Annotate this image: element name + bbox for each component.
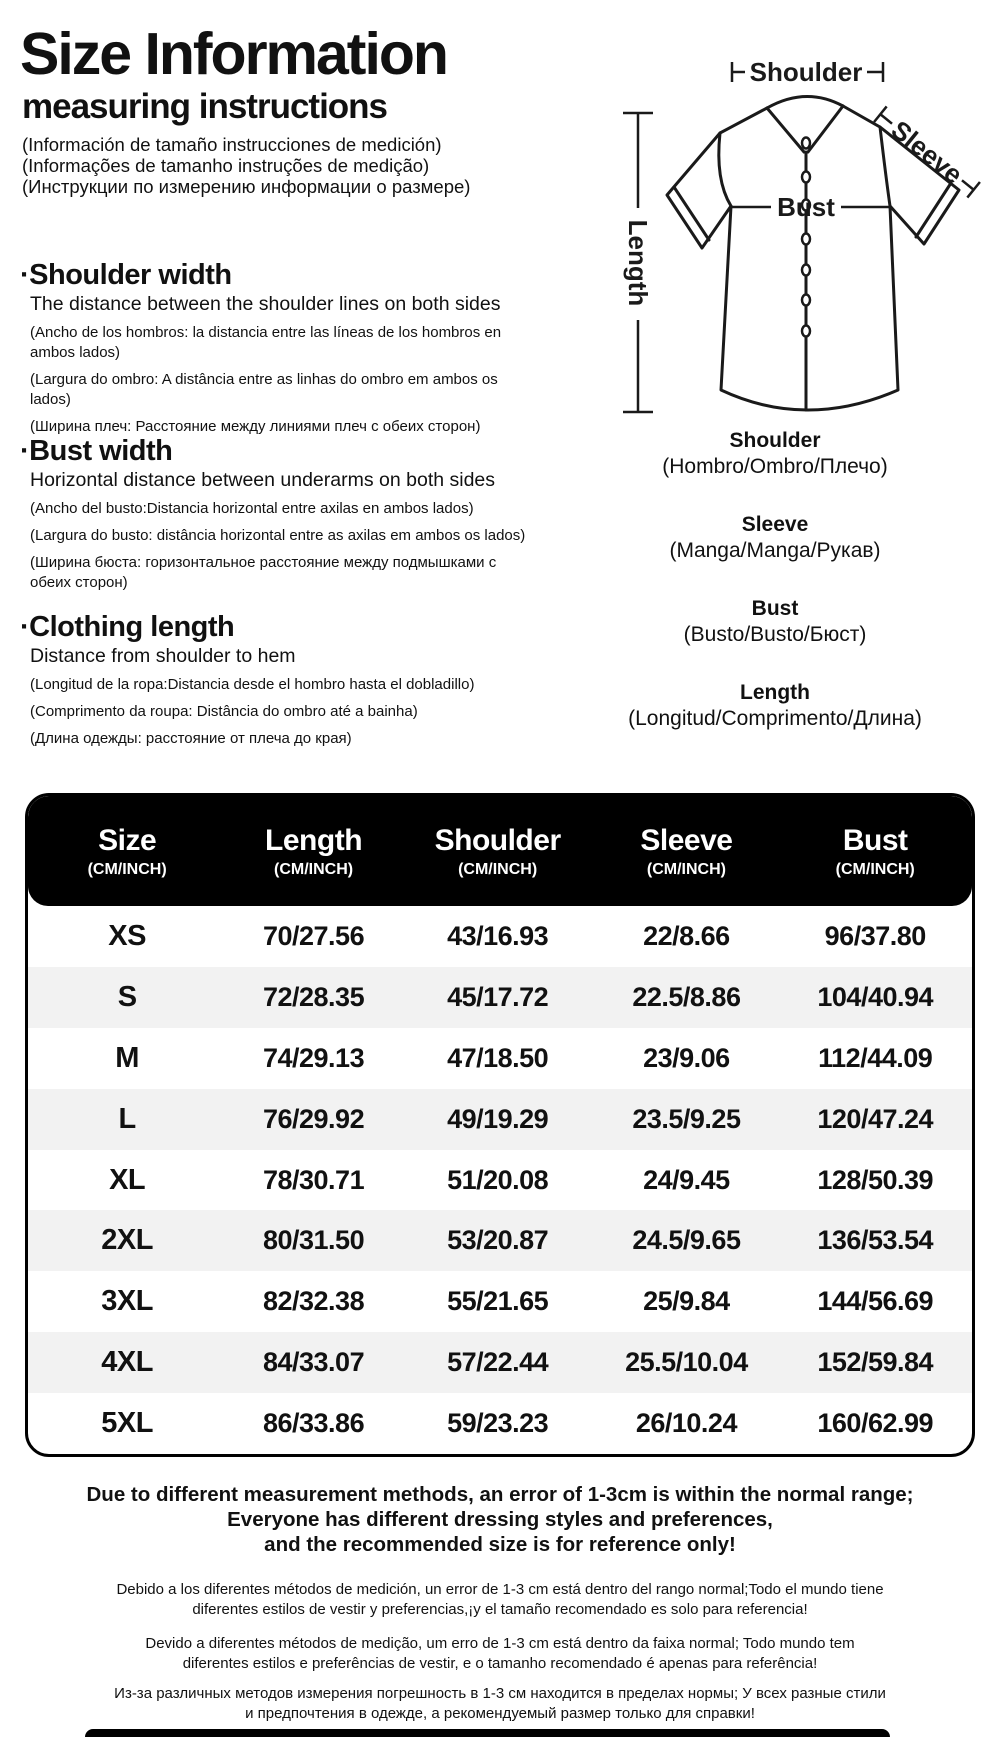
note-english-line: and the recommended size is for reference only! xyxy=(264,1533,736,1556)
legend-translation: (Busto/Busto/Бюст) xyxy=(683,623,867,646)
section-translation-ru: (Длина одежды: расстояние от плеча до края) xyxy=(30,730,352,748)
section-translation-pt: (Largura do busto: distância horizontal entre as axilas em ambos os lados) xyxy=(30,527,526,545)
sleeve-annotation-label: Sleeve xyxy=(885,114,969,190)
sleeve-cell: 26/10.24 xyxy=(635,1408,737,1439)
section-description: Horizontal distance between underarms on both sides xyxy=(30,469,496,492)
note-portuguese-line: diferentes estilos e preferências de vestir, e o tamanho recomendado é apenas para referência! xyxy=(182,1654,818,1672)
table-row xyxy=(28,906,972,967)
subtitle-translations xyxy=(20,134,565,197)
shoulder-cell: 57/22.44 xyxy=(447,1347,549,1378)
section-translation-pt: (Comprimento da roupa: Distância do ombro até a bainha) xyxy=(30,703,418,721)
note-spanish-line: diferentes estilos de vestir y preferencias,¡y el tamaño recomendado es solo para referencia! xyxy=(192,1600,808,1618)
subtitle-translation-pt: (Informações de tamanho instruções de medição) xyxy=(22,155,430,177)
section-bust-width xyxy=(20,436,548,600)
header-label: Length xyxy=(265,823,363,857)
bust-cell: 112/44.09 xyxy=(818,1042,933,1073)
bust-cell: 104/40.94 xyxy=(817,981,934,1012)
header-unit: (CM/INCH) xyxy=(458,860,538,878)
size-table-header xyxy=(28,796,972,906)
legend-translation: (Manga/Manga/Рукав) xyxy=(669,539,881,562)
size-table xyxy=(25,793,975,1457)
section-translation-pt: (Largura do ombro: A distância entre as linhas do ombro em ambos os lados) xyxy=(30,371,498,409)
note-spanish-line: Debido a los diferentes métodos de medición, un error de 1-3 cm está dentro del rango normal;Todo el mundo tiene xyxy=(116,1581,884,1598)
sleeve-cell: 23.5/9.25 xyxy=(632,1103,741,1134)
shoulder-cell: 59/23.23 xyxy=(447,1408,549,1439)
bust-cell: 136/53.54 xyxy=(817,1225,934,1256)
bust-annotation xyxy=(731,192,891,222)
table-row xyxy=(28,967,972,1028)
header-unit: (CM/INCH) xyxy=(87,860,167,878)
shoulder-cell: 45/17.72 xyxy=(447,981,549,1012)
legend-translation: (Longitud/Comprimento/Длина) xyxy=(628,707,922,730)
header-col-shoulder xyxy=(401,824,595,879)
page-title: Size Information xyxy=(20,21,447,87)
length-cell: 86/33.86 xyxy=(262,1408,365,1439)
length-cell: 82/32.38 xyxy=(262,1286,365,1317)
size-cell: 2XL xyxy=(101,1224,153,1257)
length-cell: 80/31.50 xyxy=(262,1225,365,1256)
header-col-bust xyxy=(778,824,972,879)
bust-cell: 152/59.84 xyxy=(817,1347,934,1378)
shoulder-annotation xyxy=(732,57,883,87)
table-row xyxy=(28,1150,972,1211)
shoulder-cell: 49/19.29 xyxy=(447,1103,549,1134)
section-description: The distance between the shoulder lines on both sides xyxy=(30,293,501,316)
size-cell: 4XL xyxy=(101,1346,153,1379)
size-cell: 5XL xyxy=(101,1407,153,1440)
shirt-diagram-svg xyxy=(555,40,995,420)
shirt-measurement-diagram xyxy=(555,40,995,420)
legend-translation: (Hombro/Ombro/Плечо) xyxy=(662,455,888,478)
cutoff-next-section-bar xyxy=(85,1729,890,1737)
shoulder-cell: 43/16.93 xyxy=(447,920,549,951)
note-russian-line: Из-за различных методов измерения погрешность в 1-3 см находится в пределах нормы; У всех разные стили xyxy=(114,1685,886,1702)
section-translation-ru: (Ширина плеч: Расстояние между линиями плеч с обеих сторон) xyxy=(30,418,481,436)
size-cell: XL xyxy=(109,1163,146,1196)
bust-cell: 144/56.69 xyxy=(817,1286,934,1317)
subtitle-translation-es: (Información de tamaño instrucciones de medición) xyxy=(22,134,442,156)
legend-item-length xyxy=(555,680,995,732)
header-label: Size xyxy=(98,823,157,857)
length-cell: 76/29.92 xyxy=(262,1103,365,1134)
note-spanish xyxy=(40,1580,960,1619)
table-row xyxy=(28,1393,972,1454)
header xyxy=(20,21,565,198)
bust-annotation-label: Bust xyxy=(777,192,835,222)
header-unit: (CM/INCH) xyxy=(274,860,354,878)
section-heading: ·Clothing length xyxy=(20,611,235,643)
header-unit: (CM/INCH) xyxy=(835,860,915,878)
sleeve-cell: 25.5/10.04 xyxy=(625,1347,748,1378)
sleeve-cell: 22.5/8.86 xyxy=(632,981,741,1012)
note-english xyxy=(0,1482,1000,1557)
section-translation-es: (Longitud de la ropa:Distancia desde el hombro hasta el dobladillo) xyxy=(30,676,475,694)
legend-item-shoulder xyxy=(555,428,995,480)
size-cell: 3XL xyxy=(101,1285,153,1318)
note-portuguese xyxy=(40,1634,960,1673)
table-row xyxy=(28,1332,972,1393)
note-english-line: Due to different measurement methods, an error of 1-3cm is within the normal range; xyxy=(86,1483,914,1506)
size-cell: M xyxy=(115,1041,139,1074)
sleeve-cell: 23/9.06 xyxy=(643,1042,730,1073)
length-annotation-label: Length xyxy=(623,219,653,307)
bust-cell: 128/50.39 xyxy=(817,1164,934,1195)
section-translation-es: (Ancho de los hombros: la distancia entre las líneas de los hombros en ambos lados) xyxy=(30,324,502,362)
header-col-sleeve xyxy=(594,824,778,879)
header-unit: (CM/INCH) xyxy=(646,860,726,878)
legend-term: Shoulder xyxy=(729,429,821,452)
size-table-body xyxy=(28,906,972,1454)
length-cell: 72/28.35 xyxy=(262,981,365,1012)
section-heading: ·Shoulder width xyxy=(20,259,232,291)
bust-cell: 96/37.80 xyxy=(824,920,926,951)
section-shoulder-width xyxy=(20,260,548,444)
note-russian-line: и предпочтения в одежде, а рекомендуемый размер только для справки! xyxy=(245,1704,755,1722)
sleeve-cell: 25/9.84 xyxy=(643,1286,730,1317)
length-cell: 70/27.56 xyxy=(262,920,365,951)
shoulder-cell: 53/20.87 xyxy=(447,1225,549,1256)
size-cell: S xyxy=(117,980,137,1013)
table-row xyxy=(28,1210,972,1271)
length-cell: 84/33.07 xyxy=(262,1347,365,1378)
header-label: Bust xyxy=(842,823,908,857)
section-clothing-length xyxy=(20,612,548,756)
header-label: Sleeve xyxy=(640,823,733,857)
bust-cell: 120/47.24 xyxy=(817,1103,934,1134)
length-cell: 74/29.13 xyxy=(262,1042,365,1073)
note-russian xyxy=(40,1684,960,1723)
sleeve-cell: 24.5/9.65 xyxy=(632,1225,741,1256)
note-portuguese-line: Devido a diferentes métodos de medição, um erro de 1-3 cm está dentro da faixa normal; Todo mundo tem xyxy=(145,1635,855,1652)
legend-term: Bust xyxy=(751,597,799,620)
size-cell: XS xyxy=(108,919,146,952)
legend-term: Sleeve xyxy=(741,513,809,536)
header-label: Shoulder xyxy=(434,823,561,857)
length-annotation xyxy=(623,113,653,412)
table-row xyxy=(28,1028,972,1089)
shoulder-annotation-label: Shoulder xyxy=(749,57,863,87)
table-row xyxy=(28,1271,972,1332)
size-cell: L xyxy=(118,1102,136,1135)
subtitle-translation-ru: (Инструкции по измерению информации о размере) xyxy=(22,176,471,198)
length-cell: 78/30.71 xyxy=(262,1164,365,1195)
legend-item-bust xyxy=(555,596,995,648)
shoulder-cell: 47/18.50 xyxy=(447,1042,549,1073)
note-english-line: Everyone has different dressing styles and preferences, xyxy=(227,1508,773,1531)
diagram-legend xyxy=(555,428,995,764)
bust-cell: 160/62.99 xyxy=(817,1408,934,1439)
legend-term: Length xyxy=(740,681,810,704)
table-row xyxy=(28,1089,972,1150)
section-translation-es: (Ancho del busto:Distancia horizontal entre axilas en ambos lados) xyxy=(30,500,474,518)
shoulder-cell: 51/20.08 xyxy=(447,1164,549,1195)
legend-item-sleeve xyxy=(555,512,995,564)
sleeve-cell: 22/8.66 xyxy=(643,920,730,951)
sleeve-cell: 24/9.45 xyxy=(643,1164,730,1195)
shoulder-cell: 55/21.65 xyxy=(447,1286,549,1317)
header-col-size xyxy=(28,824,226,879)
page-subtitle: measuring instructions xyxy=(22,86,388,126)
section-description: Distance from shoulder to hem xyxy=(30,645,296,668)
header-col-length xyxy=(226,824,401,879)
section-translation-ru: (Ширина бюста: горизонтальное расстояние между подмышками с обеих сторон) xyxy=(30,554,497,592)
section-heading: ·Bust width xyxy=(20,435,173,467)
